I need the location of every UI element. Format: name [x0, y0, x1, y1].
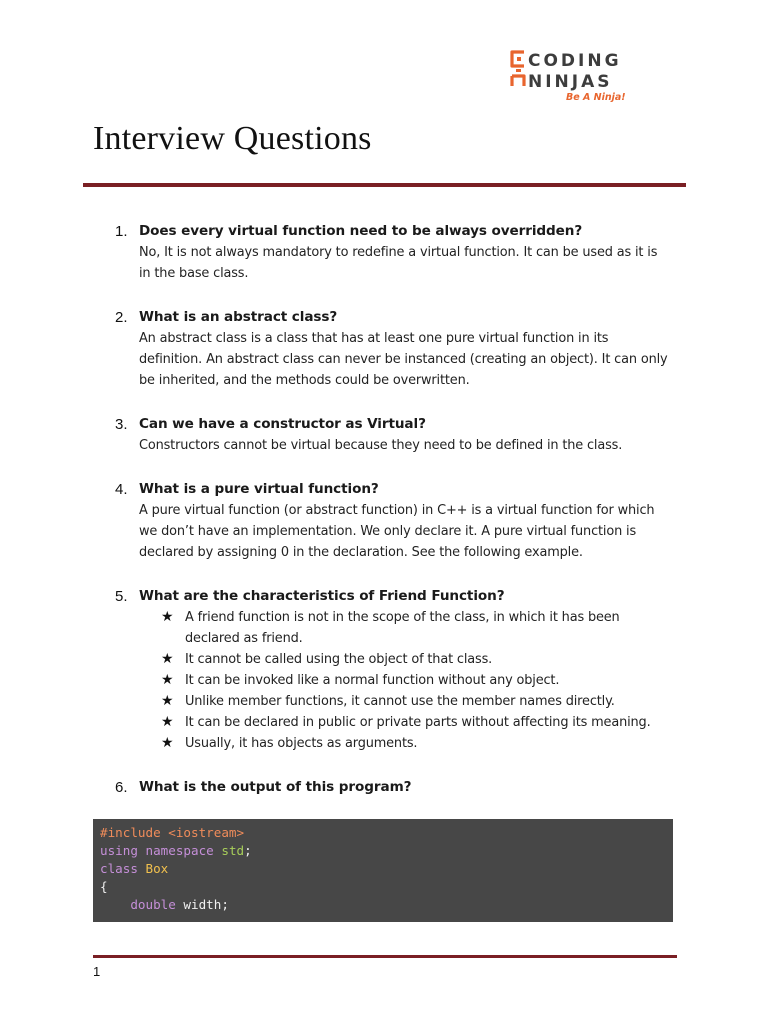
code-line	[100, 860, 666, 878]
page-number: 1	[93, 964, 101, 979]
coding-ninjas-logo	[510, 50, 635, 102]
question-item	[0, 479, 768, 586]
code-type-keyword: double	[130, 897, 176, 912]
question-title: Can we have a constructor as Virtual?	[139, 416, 426, 432]
question-number: 3.	[115, 416, 128, 433]
question-title: What is the output of this program?	[139, 779, 412, 795]
code-keyword: class	[100, 861, 138, 876]
code-preprocessor: #include <iostream>	[100, 825, 245, 840]
code-line	[100, 896, 666, 914]
question-answer: No, It is not always mandatory to redefine a virtual function. It can be used as it is in the base class.	[139, 245, 658, 281]
question-title: What is a pure virtual function?	[139, 481, 379, 497]
code-keyword: namespace	[145, 843, 214, 858]
list-item	[139, 670, 672, 691]
title-divider	[83, 183, 686, 187]
question-item	[0, 307, 768, 414]
list-item	[139, 712, 672, 733]
list-item	[139, 607, 672, 649]
code-keyword: using	[100, 843, 138, 858]
question-number: 2.	[115, 309, 128, 326]
question-answer: An abstract class is a class that has at least one pure virtual function in its definition. An abstract class can never be instanced (creating an object). It can only be inherited, and the methods could be overwritten.	[139, 331, 668, 388]
star-bullet-icon: ★	[161, 693, 174, 709]
list-item-text: It cannot be called using the object of that class.	[185, 652, 493, 667]
question-item	[0, 586, 768, 777]
logo-line2: NINJAS	[528, 72, 613, 92]
question-item	[0, 221, 768, 307]
star-bullet-icon: ★	[161, 672, 174, 688]
question-item	[0, 777, 768, 807]
question-answer: Constructors cannot be virtual because they need to be defined in the class.	[139, 438, 623, 453]
code-namespace: std	[221, 843, 245, 858]
code-punctuation: ;	[244, 843, 252, 858]
question-number: 5.	[115, 588, 128, 605]
code-class-name: Box	[145, 861, 169, 876]
code-member: width;	[175, 897, 229, 912]
list-item-text: A friend function is not in the scope of the class, in which it has been declared as friend.	[185, 610, 620, 646]
question-title: What are the characteristics of Friend Function?	[139, 588, 505, 604]
characteristics-list	[139, 607, 672, 754]
question-title: Does every virtual function need to be always overridden?	[139, 223, 583, 239]
list-item-text: Usually, it has objects as arguments.	[185, 736, 418, 751]
star-bullet-icon: ★	[161, 714, 174, 730]
star-bullet-icon: ★	[161, 651, 174, 667]
question-item	[0, 414, 768, 479]
page-title: Interview Questions	[93, 120, 372, 157]
code-brace: {	[100, 879, 108, 894]
question-list	[0, 221, 768, 807]
question-number: 1.	[115, 223, 128, 240]
list-item-text: It can be declared in public or private parts without affecting its meaning.	[185, 715, 651, 730]
code-line	[100, 878, 666, 896]
logo-tagline: Be A Ninja!	[566, 92, 626, 102]
star-bullet-icon: ★	[161, 735, 174, 751]
logo-line1: CODING	[528, 51, 622, 71]
question-number: 4.	[115, 481, 128, 498]
code-snippet	[93, 819, 673, 922]
list-item	[139, 733, 672, 754]
star-bullet-icon: ★	[161, 609, 174, 625]
question-answer: A pure virtual function (or abstract function) in C++ is a virtual function for which we don’t have an implementation. We only declare it. A pure virtual function is declared by assigning 0 in the declaration. See the following example.	[139, 503, 655, 560]
list-item-text: Unlike member functions, it cannot use the member names directly.	[185, 694, 615, 709]
question-title: What is an abstract class?	[139, 309, 338, 325]
code-indent	[100, 897, 130, 912]
question-number: 6.	[115, 779, 128, 796]
logo-graphic	[510, 50, 635, 102]
list-item-text: It can be invoked like a normal function without any object.	[185, 673, 560, 688]
list-item	[139, 649, 672, 670]
code-line	[100, 824, 666, 842]
footer-divider	[93, 955, 677, 958]
code-line	[100, 842, 666, 860]
list-item	[139, 691, 672, 712]
